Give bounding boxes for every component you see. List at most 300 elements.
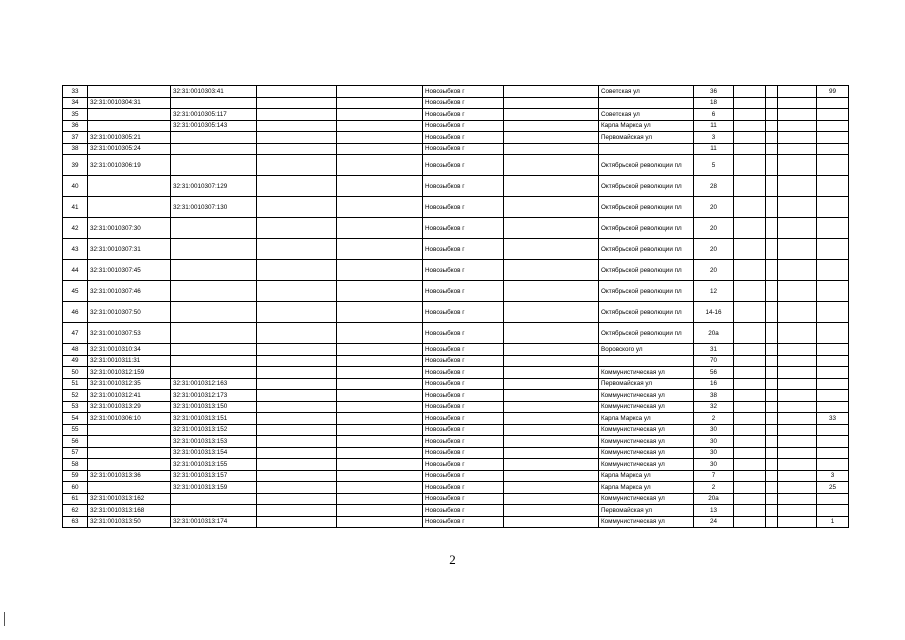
city-cell: Новозыбков г	[423, 109, 504, 121]
empty-cell	[504, 459, 599, 471]
empty-cell	[257, 132, 337, 144]
empty-cell	[337, 390, 423, 402]
building-cadastral-cell	[171, 323, 257, 344]
empty-cell	[734, 355, 766, 367]
house-number-cell: 20	[694, 218, 734, 239]
empty-cell	[504, 302, 599, 323]
row-number-cell: 45	[63, 281, 88, 302]
house-number-cell: 11	[694, 120, 734, 132]
apartment-cell	[817, 378, 849, 390]
row-number-cell: 52	[63, 390, 88, 402]
apartment-cell	[817, 239, 849, 260]
empty-cell	[504, 218, 599, 239]
building-cadastral-cell: 32:31:0010312:163	[171, 378, 257, 390]
building-cadastral-cell	[171, 344, 257, 356]
empty-cell	[257, 260, 337, 281]
empty-cell	[257, 447, 337, 459]
table-row	[63, 424, 849, 436]
empty-cell	[778, 97, 817, 109]
table-row	[63, 447, 849, 459]
row-number-cell: 63	[63, 516, 88, 528]
city-cell: Новозыбков г	[423, 378, 504, 390]
empty-cell	[337, 424, 423, 436]
house-number-cell: 7	[694, 470, 734, 482]
empty-cell	[766, 401, 778, 413]
empty-cell	[778, 155, 817, 176]
empty-cell	[504, 447, 599, 459]
empty-cell	[734, 109, 766, 121]
table-row	[63, 176, 849, 197]
empty-cell	[766, 143, 778, 155]
empty-cell	[778, 436, 817, 448]
street-cell: Воровского ул	[599, 344, 694, 356]
building-cadastral-cell	[171, 355, 257, 367]
city-cell: Новозыбков г	[423, 143, 504, 155]
street-cell: Коммунистическая ул	[599, 516, 694, 528]
empty-cell	[778, 482, 817, 494]
table-row	[63, 323, 849, 344]
empty-cell	[766, 323, 778, 344]
building-cadastral-cell	[171, 367, 257, 379]
empty-cell	[257, 493, 337, 505]
cadastral-number-cell: 32:31:0010305:21	[88, 132, 171, 144]
row-number-cell: 39	[63, 155, 88, 176]
empty-cell	[778, 143, 817, 155]
street-cell: Коммунистическая ул	[599, 493, 694, 505]
building-cadastral-cell	[171, 505, 257, 517]
table-row	[63, 413, 849, 425]
cadastral-number-cell: 32:31:0010307:30	[88, 218, 171, 239]
house-number-cell: 6	[694, 109, 734, 121]
empty-cell	[766, 482, 778, 494]
house-number-cell: 14-16	[694, 302, 734, 323]
building-cadastral-cell: 32:31:0010313:151	[171, 413, 257, 425]
empty-cell	[257, 482, 337, 494]
empty-cell	[257, 97, 337, 109]
cadastral-number-cell	[88, 120, 171, 132]
empty-cell	[337, 355, 423, 367]
row-number-cell: 54	[63, 413, 88, 425]
cadastral-number-cell: 32:31:0010307:50	[88, 302, 171, 323]
apartment-cell	[817, 120, 849, 132]
empty-cell	[778, 493, 817, 505]
street-cell: Октябрьской революции пл	[599, 176, 694, 197]
empty-cell	[766, 344, 778, 356]
city-cell: Новозыбков г	[423, 302, 504, 323]
house-number-cell: 30	[694, 459, 734, 471]
street-cell	[599, 97, 694, 109]
cadastral-number-cell	[88, 424, 171, 436]
empty-cell	[504, 176, 599, 197]
empty-cell	[257, 120, 337, 132]
cadastral-number-cell	[88, 197, 171, 218]
apartment-cell	[817, 493, 849, 505]
city-cell: Новозыбков г	[423, 470, 504, 482]
empty-cell	[766, 367, 778, 379]
empty-cell	[766, 459, 778, 471]
empty-cell	[504, 197, 599, 218]
cadastral-number-cell: 32:31:0010304:31	[88, 97, 171, 109]
empty-cell	[504, 344, 599, 356]
city-cell: Новозыбков г	[423, 120, 504, 132]
empty-cell	[734, 281, 766, 302]
house-number-cell: 30	[694, 436, 734, 448]
apartment-cell	[817, 97, 849, 109]
empty-cell	[734, 97, 766, 109]
empty-cell	[337, 197, 423, 218]
house-number-cell: 11	[694, 143, 734, 155]
row-number-cell: 62	[63, 505, 88, 517]
table-row	[63, 197, 849, 218]
cadastral-number-cell: 32:31:0010305:24	[88, 143, 171, 155]
house-number-cell: 56	[694, 367, 734, 379]
house-number-cell: 70	[694, 355, 734, 367]
empty-cell	[337, 482, 423, 494]
house-number-cell: 5	[694, 155, 734, 176]
empty-cell	[778, 470, 817, 482]
row-number-cell: 50	[63, 367, 88, 379]
street-cell: Карла Маркса ул	[599, 413, 694, 425]
city-cell: Новозыбков г	[423, 97, 504, 109]
house-number-cell: 28	[694, 176, 734, 197]
empty-cell	[734, 367, 766, 379]
empty-cell	[337, 281, 423, 302]
empty-cell	[337, 516, 423, 528]
empty-cell	[734, 176, 766, 197]
table-row	[63, 367, 849, 379]
empty-cell	[778, 378, 817, 390]
empty-cell	[257, 197, 337, 218]
empty-cell	[257, 109, 337, 121]
empty-cell	[778, 120, 817, 132]
city-cell: Новозыбков г	[423, 239, 504, 260]
empty-cell	[734, 218, 766, 239]
street-cell: Октябрьской революции пл	[599, 197, 694, 218]
empty-cell	[766, 378, 778, 390]
city-cell: Новозыбков г	[423, 218, 504, 239]
empty-cell	[337, 218, 423, 239]
apartment-cell: 33	[817, 413, 849, 425]
street-cell: Первомайская ул	[599, 132, 694, 144]
cadastral-number-cell	[88, 459, 171, 471]
cadastral-number-cell	[88, 482, 171, 494]
apartment-cell	[817, 155, 849, 176]
row-number-cell: 41	[63, 197, 88, 218]
cadastral-number-cell	[88, 436, 171, 448]
empty-cell	[766, 176, 778, 197]
street-cell: Коммунистическая ул	[599, 424, 694, 436]
empty-cell	[766, 86, 778, 98]
empty-cell	[337, 470, 423, 482]
empty-cell	[734, 447, 766, 459]
page-number: 2	[449, 552, 456, 567]
row-number-cell: 35	[63, 109, 88, 121]
cadastral-number-cell	[88, 109, 171, 121]
property-table	[62, 85, 849, 528]
cadastral-number-cell	[88, 176, 171, 197]
empty-cell	[257, 470, 337, 482]
empty-cell	[504, 493, 599, 505]
cadastral-number-cell	[88, 86, 171, 98]
empty-cell	[734, 155, 766, 176]
house-number-cell: 31	[694, 344, 734, 356]
row-number-cell: 47	[63, 323, 88, 344]
table-row	[63, 378, 849, 390]
empty-cell	[734, 390, 766, 402]
empty-cell	[504, 378, 599, 390]
building-cadastral-cell: 32:31:0010305:117	[171, 109, 257, 121]
building-cadastral-cell: 32:31:0010313:174	[171, 516, 257, 528]
house-number-cell: 30	[694, 447, 734, 459]
apartment-cell	[817, 459, 849, 471]
empty-cell	[778, 281, 817, 302]
street-cell: Коммунистическая ул	[599, 367, 694, 379]
cadastral-number-cell: 32:31:0010306:10	[88, 413, 171, 425]
empty-cell	[734, 143, 766, 155]
empty-cell	[766, 302, 778, 323]
table-row	[63, 344, 849, 356]
row-number-cell: 34	[63, 97, 88, 109]
empty-cell	[337, 413, 423, 425]
empty-cell	[734, 401, 766, 413]
empty-cell	[778, 447, 817, 459]
row-number-cell: 49	[63, 355, 88, 367]
table-row	[63, 281, 849, 302]
apartment-cell	[817, 355, 849, 367]
empty-cell	[766, 390, 778, 402]
empty-cell	[257, 516, 337, 528]
table-row	[63, 239, 849, 260]
empty-cell	[257, 176, 337, 197]
empty-cell	[257, 505, 337, 517]
street-cell: Октябрьской революции пл	[599, 260, 694, 281]
empty-cell	[778, 390, 817, 402]
table-row	[63, 120, 849, 132]
empty-cell	[504, 401, 599, 413]
empty-cell	[778, 413, 817, 425]
building-cadastral-cell	[171, 143, 257, 155]
row-number-cell: 59	[63, 470, 88, 482]
empty-cell	[766, 424, 778, 436]
apartment-cell	[817, 143, 849, 155]
empty-cell	[337, 493, 423, 505]
empty-cell	[504, 109, 599, 121]
empty-cell	[504, 281, 599, 302]
empty-cell	[504, 155, 599, 176]
street-cell: Карла Маркса ул	[599, 470, 694, 482]
street-cell: Коммунистическая ул	[599, 459, 694, 471]
row-number-cell: 55	[63, 424, 88, 436]
empty-cell	[734, 323, 766, 344]
city-cell: Новозыбков г	[423, 390, 504, 402]
empty-cell	[734, 459, 766, 471]
empty-cell	[778, 323, 817, 344]
empty-cell	[504, 143, 599, 155]
empty-cell	[504, 436, 599, 448]
empty-cell	[734, 120, 766, 132]
street-cell: Октябрьской революции пл	[599, 281, 694, 302]
empty-cell	[778, 197, 817, 218]
city-cell: Новозыбков г	[423, 424, 504, 436]
empty-cell	[257, 355, 337, 367]
apartment-cell	[817, 367, 849, 379]
cadastral-number-cell: 32:31:0010307:45	[88, 260, 171, 281]
apartment-cell	[817, 197, 849, 218]
empty-cell	[504, 390, 599, 402]
empty-cell	[766, 239, 778, 260]
empty-cell	[337, 447, 423, 459]
row-number-cell: 57	[63, 447, 88, 459]
empty-cell	[734, 239, 766, 260]
table-row	[63, 516, 849, 528]
empty-cell	[734, 493, 766, 505]
city-cell: Новозыбков г	[423, 176, 504, 197]
cadastral-number-cell	[88, 447, 171, 459]
row-number-cell: 58	[63, 459, 88, 471]
city-cell: Новозыбков г	[423, 401, 504, 413]
empty-cell	[337, 239, 423, 260]
empty-cell	[778, 260, 817, 281]
table-row	[63, 390, 849, 402]
row-number-cell: 33	[63, 86, 88, 98]
empty-cell	[504, 86, 599, 98]
house-number-cell: 38	[694, 390, 734, 402]
empty-cell	[337, 86, 423, 98]
empty-cell	[766, 470, 778, 482]
apartment-cell: 1	[817, 516, 849, 528]
empty-cell	[504, 355, 599, 367]
building-cadastral-cell	[171, 260, 257, 281]
empty-cell	[504, 239, 599, 260]
empty-cell	[778, 355, 817, 367]
empty-cell	[734, 424, 766, 436]
table-body	[63, 86, 849, 528]
empty-cell	[766, 413, 778, 425]
empty-cell	[257, 218, 337, 239]
empty-cell	[504, 413, 599, 425]
building-cadastral-cell: 32:31:0010312:173	[171, 390, 257, 402]
apartment-cell	[817, 176, 849, 197]
house-number-cell: 12	[694, 281, 734, 302]
table-row	[63, 459, 849, 471]
empty-cell	[778, 132, 817, 144]
empty-cell	[766, 281, 778, 302]
apartment-cell	[817, 132, 849, 144]
building-cadastral-cell	[171, 218, 257, 239]
empty-cell	[766, 132, 778, 144]
empty-cell	[766, 447, 778, 459]
table-row	[63, 482, 849, 494]
empty-cell	[504, 260, 599, 281]
table-row	[63, 436, 849, 448]
cadastral-number-cell: 32:31:0010313:36	[88, 470, 171, 482]
table-row	[63, 97, 849, 109]
empty-cell	[778, 176, 817, 197]
empty-cell	[257, 155, 337, 176]
building-cadastral-cell	[171, 97, 257, 109]
street-cell	[599, 355, 694, 367]
empty-cell	[337, 97, 423, 109]
empty-cell	[504, 323, 599, 344]
cadastral-number-cell: 32:31:0010307:53	[88, 323, 171, 344]
table-row	[63, 401, 849, 413]
empty-cell	[337, 378, 423, 390]
empty-cell	[337, 323, 423, 344]
empty-cell	[504, 470, 599, 482]
city-cell: Новозыбков г	[423, 493, 504, 505]
house-number-cell: 20	[694, 239, 734, 260]
empty-cell	[257, 281, 337, 302]
row-number-cell: 38	[63, 143, 88, 155]
cadastral-number-cell: 32:31:0010313:29	[88, 401, 171, 413]
house-number-cell: 13	[694, 505, 734, 517]
empty-cell	[504, 424, 599, 436]
empty-cell	[734, 86, 766, 98]
apartment-cell	[817, 436, 849, 448]
empty-cell	[257, 378, 337, 390]
row-number-cell: 61	[63, 493, 88, 505]
cadastral-number-cell: 32:31:0010312:41	[88, 390, 171, 402]
cadastral-number-cell: 32:31:0010312:159	[88, 367, 171, 379]
apartment-cell	[817, 323, 849, 344]
city-cell: Новозыбков г	[423, 436, 504, 448]
building-cadastral-cell: 32:31:0010305:143	[171, 120, 257, 132]
city-cell: Новозыбков г	[423, 459, 504, 471]
empty-cell	[778, 424, 817, 436]
building-cadastral-cell: 32:31:0010307:130	[171, 197, 257, 218]
building-cadastral-cell: 32:31:0010313:154	[171, 447, 257, 459]
street-cell: Октябрьской революции пл	[599, 218, 694, 239]
row-number-cell: 51	[63, 378, 88, 390]
house-number-cell: 16	[694, 378, 734, 390]
street-cell: Октябрьской революции пл	[599, 302, 694, 323]
city-cell: Новозыбков г	[423, 86, 504, 98]
empty-cell	[337, 132, 423, 144]
table-row	[63, 155, 849, 176]
apartment-cell: 25	[817, 482, 849, 494]
empty-cell	[766, 355, 778, 367]
empty-cell	[766, 120, 778, 132]
building-cadastral-cell	[171, 493, 257, 505]
street-cell: Коммунистическая ул	[599, 436, 694, 448]
empty-cell	[734, 260, 766, 281]
empty-cell	[766, 493, 778, 505]
city-cell: Новозыбков г	[423, 197, 504, 218]
empty-cell	[337, 176, 423, 197]
house-number-cell: 36	[694, 86, 734, 98]
empty-cell	[778, 344, 817, 356]
empty-cell	[337, 260, 423, 281]
row-number-cell: 56	[63, 436, 88, 448]
empty-cell	[337, 109, 423, 121]
house-number-cell: 2	[694, 413, 734, 425]
city-cell: Новозыбков г	[423, 323, 504, 344]
empty-cell	[257, 413, 337, 425]
city-cell: Новозыбков г	[423, 367, 504, 379]
empty-cell	[778, 459, 817, 471]
city-cell: Новозыбков г	[423, 155, 504, 176]
street-cell: Коммунистическая ул	[599, 401, 694, 413]
empty-cell	[337, 367, 423, 379]
cadastral-number-cell: 32:31:0010311:31	[88, 355, 171, 367]
table-row	[63, 109, 849, 121]
cadastral-number-cell: 32:31:0010313:168	[88, 505, 171, 517]
empty-cell	[778, 109, 817, 121]
building-cadastral-cell: 32:31:0010313:152	[171, 424, 257, 436]
street-cell: Первомайская ул	[599, 505, 694, 517]
empty-cell	[778, 218, 817, 239]
row-number-cell: 46	[63, 302, 88, 323]
